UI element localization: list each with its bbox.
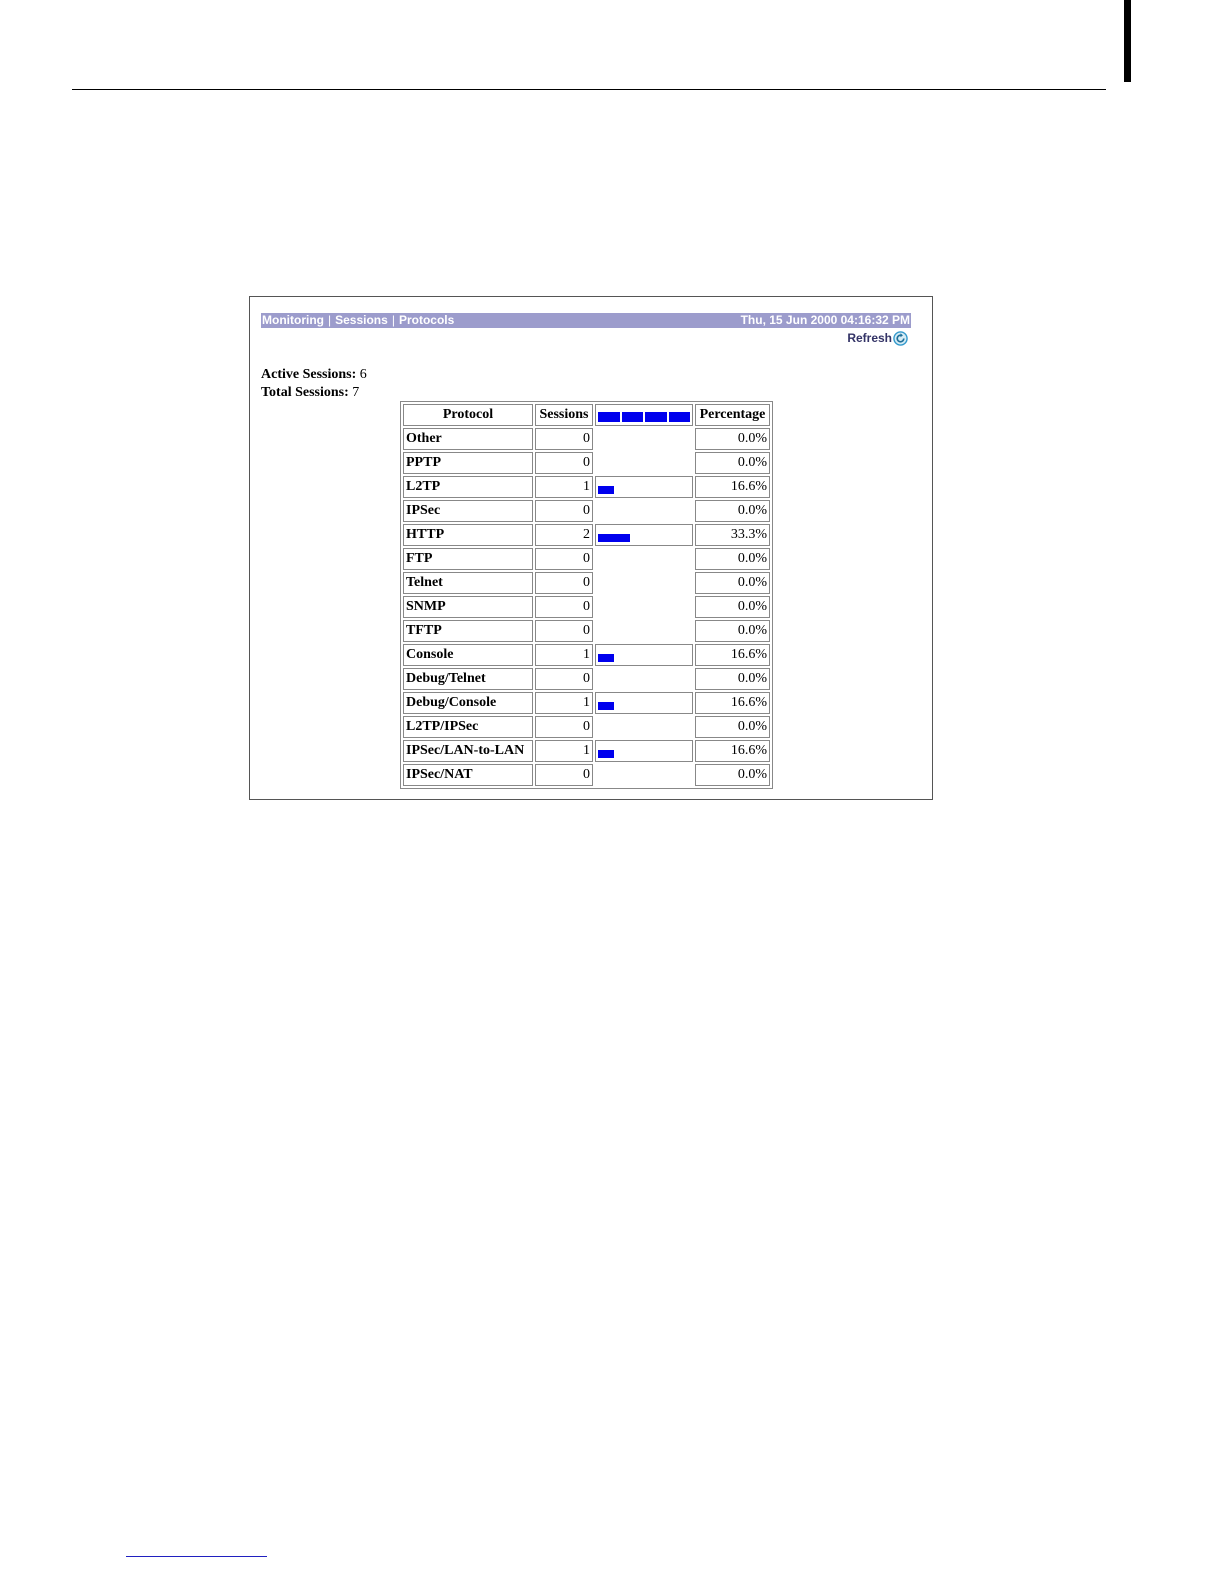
session-percentage: 16.6% bbox=[695, 740, 770, 762]
header-bar-scale bbox=[595, 404, 693, 426]
bar-scale-segment bbox=[598, 412, 620, 422]
session-count: 0 bbox=[535, 764, 593, 786]
session-percentage: 16.6% bbox=[695, 692, 770, 714]
table-row bbox=[403, 764, 770, 786]
protocol-table-body bbox=[403, 428, 770, 786]
breadcrumb-protocols: Protocols bbox=[398, 313, 455, 327]
protocol-name: Debug/Telnet bbox=[403, 668, 533, 690]
session-count: 0 bbox=[535, 668, 593, 690]
refresh-label: Refresh bbox=[847, 331, 892, 345]
protocol-name: Telnet bbox=[403, 572, 533, 594]
breadcrumb-sessions[interactable]: Sessions bbox=[335, 313, 388, 327]
table-row bbox=[403, 668, 770, 690]
session-count: 1 bbox=[535, 644, 593, 666]
usage-bar-cell bbox=[595, 668, 693, 690]
table-row bbox=[403, 548, 770, 570]
usage-bar-cell bbox=[595, 620, 693, 642]
session-count: 0 bbox=[535, 596, 593, 618]
protocol-name: PPTP bbox=[403, 452, 533, 474]
usage-bar-cell bbox=[595, 692, 693, 714]
protocol-name: Debug/Console bbox=[403, 692, 533, 714]
active-sessions-value: 6 bbox=[359, 367, 367, 382]
protocol-name: IPSec/NAT bbox=[403, 764, 533, 786]
protocol-name: IPSec/LAN-to-LAN bbox=[403, 740, 533, 762]
session-percentage: 0.0% bbox=[695, 668, 770, 690]
session-percentage: 0.0% bbox=[695, 500, 770, 522]
bar-scale-segment bbox=[645, 412, 667, 422]
session-count: 0 bbox=[535, 572, 593, 594]
protocol-name: HTTP bbox=[403, 524, 533, 546]
table-row bbox=[403, 476, 770, 498]
session-percentage: 0.0% bbox=[695, 716, 770, 738]
active-sessions-label: Active Sessions: bbox=[261, 367, 357, 382]
protocol-name: FTP bbox=[403, 548, 533, 570]
page-edge-marker bbox=[1124, 0, 1131, 82]
protocol-name: IPSec bbox=[403, 500, 533, 522]
bar-scale-graphic bbox=[598, 412, 690, 422]
title-bar bbox=[261, 313, 911, 328]
session-percentage: 0.0% bbox=[695, 596, 770, 618]
usage-bar-cell bbox=[595, 716, 693, 738]
header-protocol: Protocol bbox=[403, 404, 533, 426]
session-percentage: 33.3% bbox=[695, 524, 770, 546]
table-row bbox=[403, 524, 770, 546]
table-row bbox=[403, 428, 770, 450]
usage-bar-cell bbox=[595, 452, 693, 474]
usage-bar-cell bbox=[595, 548, 693, 570]
header-rule bbox=[72, 89, 1106, 90]
refresh-button[interactable] bbox=[847, 330, 908, 346]
usage-bar-cell bbox=[595, 596, 693, 618]
table-row bbox=[403, 740, 770, 762]
session-count: 0 bbox=[535, 548, 593, 570]
session-count: 0 bbox=[535, 716, 593, 738]
table-row bbox=[403, 500, 770, 522]
header-percentage: Percentage bbox=[695, 404, 770, 426]
total-sessions-label: Total Sessions: bbox=[261, 385, 349, 400]
session-count: 0 bbox=[535, 428, 593, 450]
total-sessions bbox=[261, 384, 367, 402]
usage-bar bbox=[598, 702, 614, 710]
session-count: 0 bbox=[535, 620, 593, 642]
session-percentage: 0.0% bbox=[695, 548, 770, 570]
table-row bbox=[403, 452, 770, 474]
usage-bar-cell bbox=[595, 500, 693, 522]
usage-bar-cell bbox=[595, 644, 693, 666]
session-count: 0 bbox=[535, 452, 593, 474]
usage-bar bbox=[598, 654, 614, 662]
breadcrumb-separator: | bbox=[327, 313, 332, 327]
footer-link-rule bbox=[126, 1556, 267, 1557]
usage-bar-cell bbox=[595, 740, 693, 762]
header-sessions: Sessions bbox=[535, 404, 593, 426]
protocol-name: L2TP/IPSec bbox=[403, 716, 533, 738]
breadcrumb-separator: | bbox=[391, 313, 395, 327]
table-row bbox=[403, 572, 770, 594]
usage-bar bbox=[598, 486, 614, 494]
session-percentage: 0.0% bbox=[695, 764, 770, 786]
table-row bbox=[403, 644, 770, 666]
protocols-window bbox=[249, 296, 933, 800]
breadcrumb bbox=[261, 313, 454, 328]
active-sessions bbox=[261, 366, 367, 384]
breadcrumb-monitoring[interactable]: Monitoring bbox=[262, 313, 324, 327]
session-count: 1 bbox=[535, 476, 593, 498]
protocol-table bbox=[400, 401, 773, 789]
table-row bbox=[403, 692, 770, 714]
session-count: 0 bbox=[535, 500, 593, 522]
session-percentage: 16.6% bbox=[695, 644, 770, 666]
session-percentage: 0.0% bbox=[695, 572, 770, 594]
refresh-icon bbox=[893, 331, 908, 346]
protocol-name: Console bbox=[403, 644, 533, 666]
session-percentage: 16.6% bbox=[695, 476, 770, 498]
usage-bar bbox=[598, 750, 614, 758]
session-percentage: 0.0% bbox=[695, 620, 770, 642]
usage-bar bbox=[598, 534, 630, 542]
table-header-row bbox=[403, 404, 770, 426]
protocol-name: SNMP bbox=[403, 596, 533, 618]
usage-bar-cell bbox=[595, 428, 693, 450]
session-count: 1 bbox=[535, 740, 593, 762]
session-percentage: 0.0% bbox=[695, 452, 770, 474]
session-percentage: 0.0% bbox=[695, 428, 770, 450]
table-row bbox=[403, 716, 770, 738]
bar-scale-segment bbox=[622, 412, 644, 422]
protocol-name: TFTP bbox=[403, 620, 533, 642]
session-count: 1 bbox=[535, 692, 593, 714]
total-sessions-value: 7 bbox=[352, 385, 360, 400]
session-summary bbox=[261, 366, 367, 402]
table-row bbox=[403, 596, 770, 618]
session-count: 2 bbox=[535, 524, 593, 546]
usage-bar-cell bbox=[595, 476, 693, 498]
bar-scale-segment bbox=[669, 412, 691, 422]
datetime: Thu, 15 Jun 2000 04:16:32 PM bbox=[740, 313, 910, 327]
table-row bbox=[403, 620, 770, 642]
usage-bar-cell bbox=[595, 524, 693, 546]
usage-bar-cell bbox=[595, 572, 693, 594]
protocol-name: Other bbox=[403, 428, 533, 450]
usage-bar-cell bbox=[595, 764, 693, 786]
protocol-name: L2TP bbox=[403, 476, 533, 498]
